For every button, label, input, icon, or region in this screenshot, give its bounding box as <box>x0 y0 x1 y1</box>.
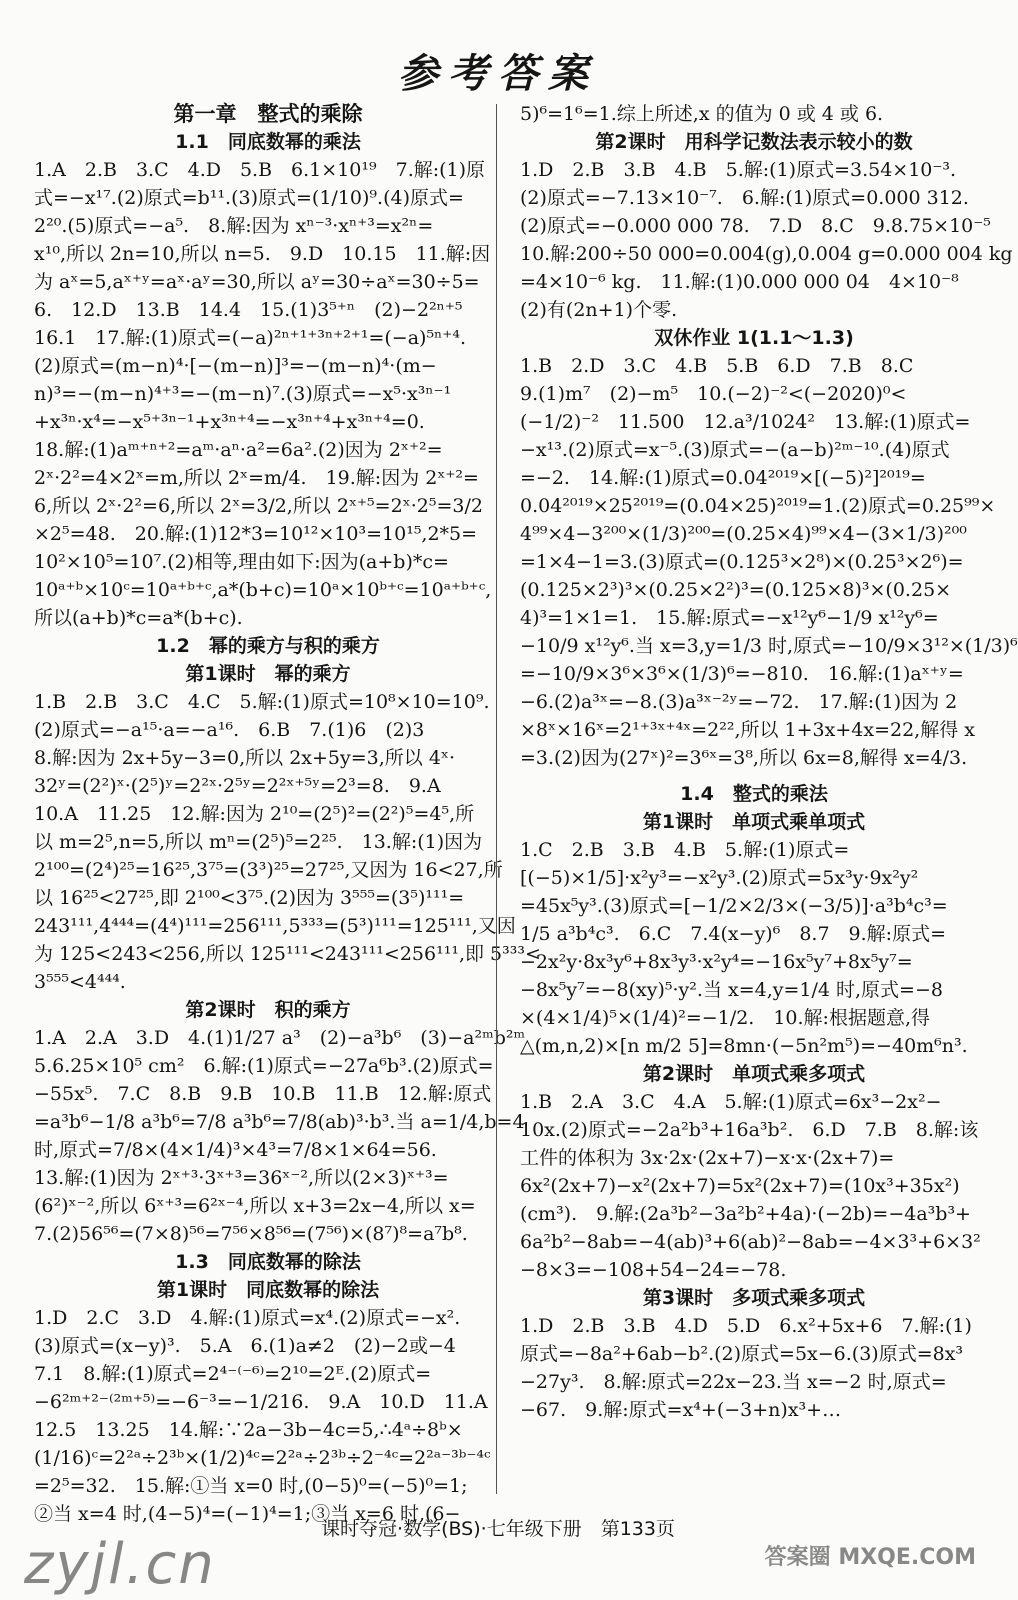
answer-line: (2)有(2n+1)个零. <box>520 299 678 321</box>
answer-line: 1.B 2.B 3.C 4.C 5.解:(1)原式=10⁸×10=10⁹. <box>34 691 490 713</box>
answer-line: (2)原式=(m−n)⁴·[−(m−n)]³=−(m−n)⁴·(m− <box>34 355 437 377</box>
answer-line: 10ᵃ⁺ᵇ×10ᶜ=10ᵃ⁺ᵇ⁺ᶜ,a*(b+c)=10ᵃ×10ᵇ⁺ᶜ=10ᵃ⁺ᵇ⁺ᶜ, <box>34 579 492 601</box>
lesson-heading: 第1课时 幂的乘方 <box>185 663 351 685</box>
answer-line: 243¹¹¹,4⁴⁴⁴=(4⁴)¹¹¹=256¹¹¹,5³³³=(5³)¹¹¹=125¹¹¹,又因 <box>34 915 516 937</box>
lesson-heading: 第2课时 积的乘方 <box>185 999 351 1021</box>
answer-line: −2x²y·8x³y⁶+8x³y³·x²y⁴=−16x⁵y⁷+8x⁵y⁷= <box>520 951 913 973</box>
answer-line: 为 125<243<256,所以 125¹¹¹<243¹¹¹<256¹¹¹,即 5³³³< <box>34 943 541 965</box>
answer-line: ×(4×1/4)⁵×(1/4)²=−1/2. 10.解:根据题意,得 <box>520 1007 931 1029</box>
answer-line: 工件的体积为 3x·2x·(2x+7)−x·x·(2x+7)= <box>520 1147 895 1169</box>
answer-line: −6.(2)a³ˣ=−8.(3)a³ˣ⁻²ʸ=−72. 17.解:(1)因为 2 <box>520 691 958 713</box>
answer-line: −8×3=−108+54−24=−78. <box>520 1259 787 1281</box>
answer-line: (2)原式=−a¹⁵·a=−a¹⁶. 6.B 7.(1)6 (2)3 <box>34 719 425 741</box>
answer-line: 32ʸ=(2²)ˣ·(2⁵)ʸ=2²ˣ·2⁵ʸ=2²ˣ⁺⁵ʸ=2³=8. 9.A <box>34 775 441 797</box>
page-title: 参考答案 <box>398 50 598 97</box>
answer-line: 1.D 2.B 3.B 4.D 5.D 6.x²+5x+6 7.解:(1) <box>520 1315 972 1337</box>
answer-line: =−2. 14.解:(1)原式=0.04²⁰¹⁹×[(−5)²]²⁰¹⁹= <box>520 467 926 489</box>
answer-line: 时,原式=7/8×(4×1/4)³×4³=7/8×1×64=56. <box>34 1139 437 1161</box>
answer-line: 原式=−8a²+6ab−b².(2)原式=5x−6.(3)原式=8x³ <box>520 1343 964 1365</box>
answer-line: 10.解:200÷50 000=0.004(g),0.004 g=0.000 004 kg <box>520 243 1013 265</box>
answer-line: 8.解:因为 2x+5y−3=0,所以 2x+5y=3,所以 4ˣ· <box>34 747 456 769</box>
answer-line: =a³b⁶−1/8 a³b⁶=7/8 a³b⁶=7/8(ab)³·b³.当 a=1/4,b=4 <box>34 1111 525 1133</box>
answer-line: 0.04²⁰¹⁹×25²⁰¹⁹=(0.04×25)²⁰¹⁹=1.(2)原式=0.25⁹⁹× <box>520 495 996 517</box>
answer-line: (0.125×2³)³×(0.25×2²)³=(0.125×8)³×(0.25× <box>520 579 952 601</box>
answer-line: △(m,n,2)×[n m/2 5]=8mn·(−5n²m⁵)=−40m⁶n³. <box>520 1035 968 1057</box>
answer-line: (3)原式=(x−y)³. 5.A 6.(1)a≠2 (2)−2或−4 <box>34 1335 456 1357</box>
answer-line: −8x⁵y⁷=−8(xy)⁵·y².当 x=4,y=1/4 时,原式=−8 <box>520 979 943 1001</box>
answer-line: 4⁹⁹×4−3²⁰⁰×(1/3)²⁰⁰=(0.25×4)⁹⁹×4−(3×1/3)²⁰⁰ <box>520 523 967 545</box>
answer-line: ×8ˣ×16ˣ=2¹⁺³ˣ⁺⁴ˣ=2²²,所以 1+3x+4x=22,解得 x <box>520 719 975 741</box>
answer-line: 1.A 2.A 3.D 4.(1)1/27 a³ (2)−a³b⁶ (3)−a²ᵐb²ᵐ <box>34 1027 526 1049</box>
answer-line: [(−5)×1/5]·x²y³=−x²y³.(2)原式=5x³y·9x²y² <box>520 867 919 889</box>
answer-line: 4)³=1×1=1. 15.解:原式=−x¹²y⁶−1/9 x¹²y⁶= <box>520 607 939 629</box>
lesson-heading: 第2课时 用科学记数法表示较小的数 <box>595 131 913 153</box>
answer-line: (2)原式=−7.13×10⁻⁷. 6.解:(1)原式=0.000 312. <box>520 187 969 209</box>
answer-line: 9.(1)m⁷ (2)−m⁵ 10.(−2)⁻²<(−2020)⁰< <box>520 383 907 405</box>
lesson-heading: 第1课时 同底数幂的除法 <box>156 1279 380 1301</box>
answer-line: 5)⁶=1⁶=1.综上所述,x 的值为 0 或 4 或 6. <box>520 103 884 125</box>
answer-line: 6,所以 2ˣ·2²=6,所以 2ˣ=3/2,所以 2ˣ⁺⁵=2ˣ·2⁵=3/2 <box>34 495 483 517</box>
answer-line: 7.(2)56⁵⁶=(7×8)⁵⁶=7⁵⁶×8⁵⁶=(7⁵⁶)×(8⁷)⁸=a⁷b⁸. <box>34 1223 468 1245</box>
answer-line: −67. 9.解:原式=x⁴+(−3+n)x³+… <box>520 1399 842 1421</box>
answer-line: =4×10⁻⁶ kg. 11.解:(1)0.000 000 04 4×10⁻⁸ <box>520 271 959 293</box>
answer-line: −55x⁵. 7.C 8.B 9.B 10.B 11.B 12.解:原式 <box>34 1083 492 1105</box>
answer-line: 1.D 2.C 3.D 4.解:(1)原式=x⁴.(2)原式=−x². <box>34 1307 461 1329</box>
watermark-logo: zyjl.cn <box>24 1532 216 1597</box>
answer-line: ×2⁵=48. 20.解:(1)12*3=10¹²×10³=10¹⁵,2*5= <box>34 523 478 545</box>
answer-line: 1.B 2.A 3.C 4.A 5.解:(1)原式=6x³−2x²− <box>520 1091 942 1113</box>
right-column <box>520 100 1018 1500</box>
answer-line: −10/9 x¹²y⁶.当 x=3,y=1/3 时,原式=−10/9×3¹²×(1/3)⁶ <box>520 635 1018 657</box>
answer-line: 式=−x¹⁷.(2)原式=b¹¹.(3)原式=(1/10)⁹.(4)原式= <box>34 187 464 209</box>
answer-line: 7.1 8.解:(1)原式=2⁴⁻⁽⁻⁶⁾=2¹⁰=2ᴱ.(2)原式= <box>34 1363 432 1385</box>
answer-line: n)³=−(m−n)⁴⁺³=−(m−n)⁷.(3)原式=−x⁵·x³ⁿ⁻¹ <box>34 383 452 405</box>
answer-line: 10.A 11.25 12.解:因为 2¹⁰=(2⁵)²=(2²)⁵=4⁵,所 <box>34 803 475 825</box>
section-heading: 1.3 同底数幂的除法 <box>175 1251 361 1273</box>
answer-line: =1×4−1=3.(3)原式=(0.125³×2⁸)×(0.25³×2⁶)= <box>520 551 964 573</box>
answer-line: 以 16²⁵<27²⁵,即 2¹⁰⁰<3⁷⁵.(2)因为 3⁵⁵⁵=(3⁵)¹¹¹= <box>34 887 465 909</box>
answer-line: (6²)ˣ⁻²,所以 6ˣ⁺³=6²ˣ⁻⁴,所以 x+3=2x−4,所以 x= <box>34 1195 476 1217</box>
answer-line: 2¹⁰⁰=(2⁴)²⁵=16²⁵,3⁷⁵=(3³)²⁵=27²⁵,又因为 16<27,所 <box>34 859 503 881</box>
answer-line: 以 m=2⁵,n=5,所以 mⁿ=(2⁵)⁵=2²⁵. 13.解:(1)因为 <box>34 831 483 853</box>
answer-line: (−1/2)⁻² 11.500 12.a³/1024² 13.解:(1)原式= <box>520 411 971 433</box>
answer-line: 1.A 2.B 3.C 4.D 5.B 6.1×10¹⁹ 7.解:(1)原 <box>34 159 486 181</box>
lesson-heading: 第2课时 单项式乘多项式 <box>642 1063 866 1085</box>
answer-line: (cm³). 9.解:(2a³b²−3a²b²+4a)·(−2b)=−4a³b³+ <box>520 1203 971 1225</box>
answer-line: 3⁵⁵⁵<4⁴⁴⁴. <box>34 971 126 993</box>
answer-line: 5.6.25×10⁵ cm² 6.解:(1)原式=−27a⁶b³.(2)原式= <box>34 1055 494 1077</box>
chapter-heading: 第一章 整式的乘除 <box>173 102 363 126</box>
answer-line: 10x.(2)原式=−2a²b³+16a³b². 6.D 7.B 8.解:该 <box>520 1119 979 1141</box>
answer-line: (2)原式=−0.000 000 78. 7.D 8.C 9.8.75×10⁻⁵ <box>520 215 991 237</box>
answer-line: x¹⁰,所以 2n=10,所以 n=5. 9.D 10.15 11.解:因 <box>34 243 491 265</box>
answer-line: 6. 12.D 13.B 14.4 15.(1)3⁵⁺ⁿ (2)−2²ⁿ⁺⁵ <box>34 299 463 321</box>
section-heading: 双休作业 1(1.1～1.3) <box>654 327 854 349</box>
answer-line: −6²ᵐ⁺²⁻⁽²ᵐ⁺⁵⁾=−6⁻³=−1/216. 9.A 10.D 11.A <box>34 1391 488 1413</box>
answer-line: −27y³. 8.解:原式=22x−23.当 x=−2 时,原式= <box>520 1371 947 1393</box>
answer-line: 2²⁰.(5)原式=−a⁵. 8.解:因为 xⁿ⁻³·xⁿ⁺³=x²ⁿ= <box>34 215 434 237</box>
answer-line: ②当 x=4 时,(4−5)⁴=(−1)⁴=1;③当 x=6 时,(6− <box>34 1503 461 1525</box>
answer-line: 2ˣ·2²=4×2ˣ=m,所以 2ˣ=m/4. 19.解:因为 2ˣ⁺²= <box>34 467 479 489</box>
page-footer: 课时夺冠·数学(BS)·七年级下册 第133页 <box>321 1518 675 1540</box>
lesson-heading: 第3课时 多项式乘多项式 <box>642 1287 866 1309</box>
section-heading: 1.4 整式的乘法 <box>680 783 828 805</box>
answer-line: 6a²b²−8ab=−4(ab)³+6(ab)²−8ab=−4×3³+6×3² <box>520 1231 981 1253</box>
answer-line: 所以(a+b)*c=a*(b+c). <box>34 607 243 629</box>
lesson-heading: 第1课时 单项式乘单项式 <box>642 811 866 833</box>
answer-line: =−10/9×3⁶×3⁶×(1/3)⁶=−810. 16.解:(1)aˣ⁺ʸ= <box>520 663 964 685</box>
answer-line: =2⁵=32. 15.解:①当 x=0 时,(0−5)⁰=(−5)⁰=1; <box>34 1475 468 1497</box>
answer-line: 6x²(2x+7)−x²(2x+7)=5x²(2x+7)=(10x³+35x²) <box>520 1175 960 1197</box>
section-heading: 1.1 同底数幂的乘法 <box>175 131 361 153</box>
answer-line: 16.1 17.解:(1)原式=(−a)²ⁿ⁺¹⁺³ⁿ⁺²⁺¹=(−a)⁵ⁿ⁺⁴. <box>34 327 466 349</box>
answer-line: 为 aˣ=5,aˣ⁺ʸ=aˣ·aʸ=30,所以 aʸ=30÷aˣ=30÷5= <box>34 271 480 293</box>
answer-line: 12.5 13.25 14.解:∵2a−3b−4c=5,∴4ᵃ÷8ᵇ× <box>34 1419 463 1441</box>
watermark-site: 答案圈 MXQE.COM <box>764 1545 976 1570</box>
answer-line: +x³ⁿ·x⁴=−x⁵⁺³ⁿ⁻¹+x³ⁿ⁺⁴=−x³ⁿ⁺⁴+x³ⁿ⁺⁴=0. <box>34 411 425 433</box>
answer-line: 10²×10⁵=10⁷.(2)相等,理由如下:因为(a+b)*c= <box>34 551 449 573</box>
answer-line: 1/5 a³b⁴c³. 6.C 7.4(x−y)⁶ 8.7 9.解:原式= <box>520 923 946 945</box>
answer-line: 1.D 2.B 3.B 4.B 5.解:(1)原式=3.54×10⁻³. <box>520 159 957 181</box>
answer-line: 18.解:(1)aᵐ⁺ⁿ⁺²=aᵐ·aⁿ·a²=6a².(2)因为 2ˣ⁺²= <box>34 439 443 461</box>
section-heading: 1.2 幂的乘方与积的乘方 <box>156 635 380 657</box>
column-divider <box>496 104 497 1494</box>
answer-line: −x¹³.(2)原式=x⁻⁵.(3)原式=−(a−b)²ᵐ⁻¹⁰.(4)原式 <box>520 439 950 461</box>
answer-line: 1.B 2.D 3.C 4.B 5.B 6.D 7.B 8.C <box>520 355 914 377</box>
answer-line: =45x⁵y³.(3)原式=[−1/2×2/3×(−3/5)]·a³b⁴c³= <box>520 895 948 917</box>
answer-line: =3.(2)因为(27ˣ)²=3⁶ˣ=3⁸,所以 6x=8,解得 x=4/3. <box>520 747 968 769</box>
left-column <box>34 100 541 1525</box>
answer-line: (1/16)ᶜ=2²ᵃ÷2³ᵇ×(1/2)⁴ᶜ=2²ᵃ÷2³ᵇ÷2⁻⁴ᶜ=2²ᵃ⁻³ᵇ⁻⁴ᶜ <box>34 1447 491 1469</box>
answer-line: 1.C 2.B 3.B 4.B 5.解:(1)原式= <box>520 839 850 861</box>
answer-line: 13.解:(1)因为 2ˣ⁺³·3ˣ⁺³=36ˣ⁻²,所以(2×3)ˣ⁺³= <box>34 1167 449 1189</box>
